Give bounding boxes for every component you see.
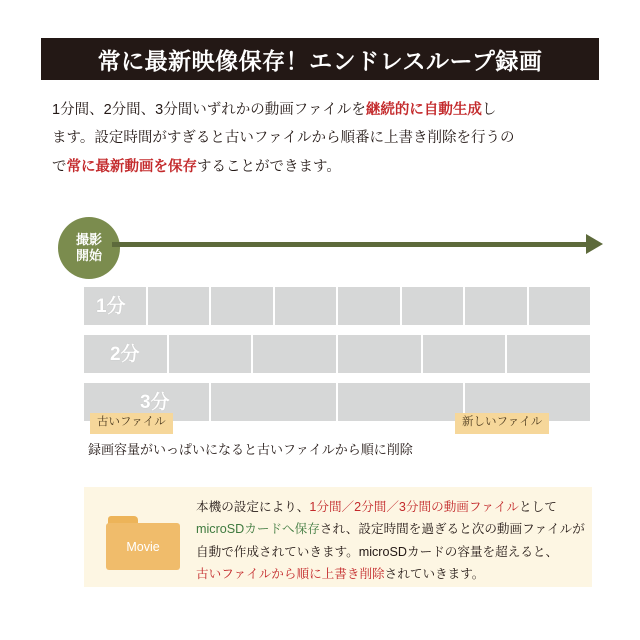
- timeline-arrow-line: [112, 242, 590, 247]
- lead-line1-post: し: [481, 102, 497, 118]
- file-block: [148, 287, 212, 325]
- file-block: [169, 335, 254, 373]
- folder-label: Movie: [126, 539, 160, 554]
- note-line3: 自動で作成されていきます。microSDカードの容量を超えると、: [196, 544, 559, 559]
- folder-body: [106, 523, 180, 570]
- note-line4-post: されていきます。: [384, 567, 485, 582]
- start-badge-line1: 撮影: [75, 231, 102, 247]
- note-line1-post: として: [519, 500, 557, 514]
- file-block: [423, 335, 508, 373]
- note-line4-highlight: 古いファイルから順に上書き削除: [196, 567, 385, 582]
- file-block: [465, 287, 529, 325]
- loop-recording-diagram: [0, 205, 640, 460]
- file-block: [402, 287, 466, 325]
- note-line2-green: microSDカードへ保存: [196, 522, 320, 537]
- tag-oldest-file: 古いファイル: [90, 413, 173, 434]
- file-block: [275, 287, 339, 325]
- tag-newest-file: 新しいファイル: [455, 413, 549, 434]
- lead-line2: ます。設定時間がすぎると古いファイルから順番に上書き削除を行うの: [52, 130, 515, 147]
- file-row-3min-label: 3分: [140, 392, 170, 413]
- lead-line3-pre: で: [52, 158, 67, 175]
- file-block: [507, 335, 590, 373]
- file-block: [338, 335, 423, 373]
- diagram-caption: 録画容量がいっぱいになると古いファイルから順に削除: [88, 442, 413, 457]
- file-block: [529, 287, 591, 325]
- note-line2-post: され、設定時間を過ぎると次の動画ファイルが: [319, 522, 585, 537]
- timeline-arrow-head-icon: [586, 234, 603, 254]
- lead-line1-highlight: 継続的に自動生成: [365, 102, 482, 118]
- page-title-bar: [41, 38, 599, 80]
- note-line1-pre: 本機の設定により、: [196, 500, 310, 514]
- lead-line3-post: することができます。: [197, 158, 341, 175]
- file-block: [211, 383, 338, 421]
- file-block: [338, 383, 465, 421]
- file-block: [211, 287, 275, 325]
- recording-start-badge: [58, 217, 120, 279]
- lead-paragraph: [52, 96, 592, 181]
- note-text: [196, 496, 586, 586]
- file-block: [253, 335, 338, 373]
- start-badge-line2: 開始: [75, 248, 102, 263]
- file-row-2min-label: 2分: [110, 344, 140, 365]
- note-line1-highlight: 1分間／2分間／3分間の動画ファイル: [309, 500, 520, 514]
- lead-line1-pre: 1分間、2分間、3分間いずれかの動画ファイルを: [52, 102, 366, 118]
- file-row-1min-label: 1分: [96, 296, 126, 317]
- page-title: 常に最新映像保存！エンドレスループ録画: [97, 47, 543, 74]
- lead-line3-highlight: 常に最新動画を保存: [66, 158, 197, 175]
- file-row-1min: [84, 287, 590, 325]
- file-row-2min: [84, 335, 590, 373]
- file-block: [338, 287, 402, 325]
- movie-folder-icon: [106, 516, 180, 570]
